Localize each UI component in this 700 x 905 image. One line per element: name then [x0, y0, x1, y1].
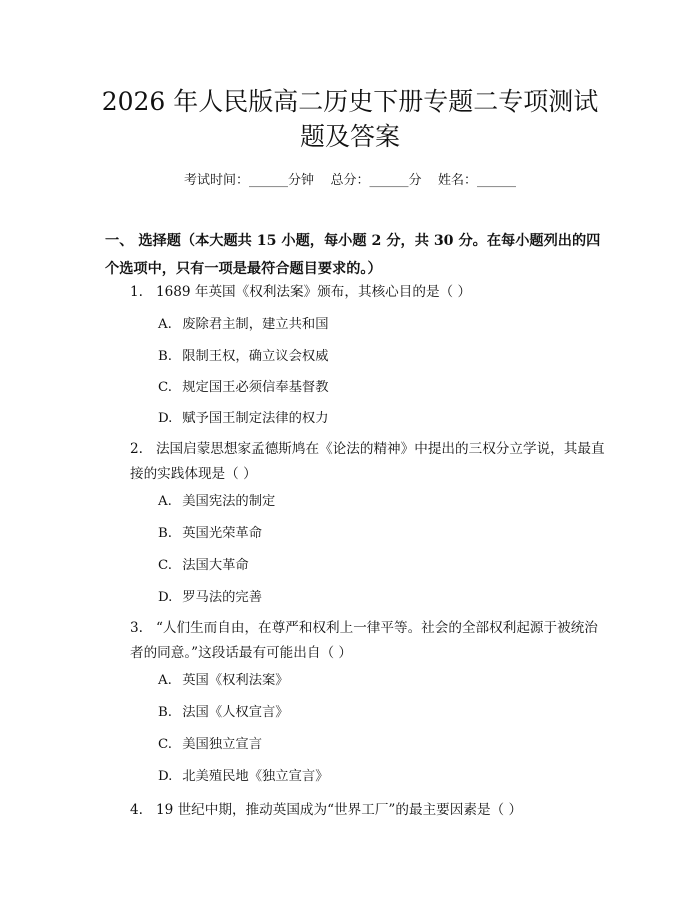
question-number: 3. [130, 620, 143, 636]
question-4 [105, 798, 605, 823]
question-text: 1689 年英国《权利法案》颁布，其核心目的是（ ） [155, 284, 472, 300]
exam-info-line: 考试时间：______分钟 总分：______分 姓名：______ [183, 173, 517, 188]
option-3c: C. 美国独立宣言 [158, 737, 263, 752]
question-1 [105, 280, 605, 305]
question-number: 2. [130, 441, 143, 457]
document-title-line2: 题及答案 [299, 122, 400, 151]
document-title-line1: 2026 年人民版高二历史下册专题二专项测试 [101, 87, 599, 116]
option-2b: B. 英国光荣革命 [158, 526, 263, 541]
question-3 [105, 616, 605, 666]
option-1a: A. 废除君主制，建立共和国 [158, 317, 329, 332]
question-text: “人们生而自由，在尊严和权利上一律平等。社会的全部权利起源于被统治者的同意。”这段话最有可能出自（ ） [130, 620, 598, 661]
question-2 [105, 437, 605, 487]
question-text: 19 世纪中期，推动英国成为“世界工厂”的最主要因素是（ ） [155, 802, 523, 818]
option-2c: C. 法国大革命 [158, 558, 249, 573]
question-number: 1. [130, 284, 143, 300]
question-text: 法国启蒙思想家孟德斯鸠在《论法的精神》中提出的三权分立学说，其最直接的实践体现是（ ） [130, 441, 605, 482]
question-number: 4. [130, 802, 143, 818]
option-1b: B. 限制王权，确立议会权威 [158, 349, 329, 364]
option-1d: D. 赋予国王制定法律的权力 [158, 411, 329, 426]
option-3d: D. 北美殖民地《独立宣言》 [158, 769, 329, 784]
option-2d: D. 罗马法的完善 [158, 590, 263, 605]
option-2a: A. 美国宪法的制定 [158, 494, 276, 509]
option-1c: C. 规定国王必须信奉基督教 [158, 380, 329, 395]
option-3b: B. 法国《人权宣言》 [158, 705, 289, 720]
section-heading: 一、 选择题（本大题共 15 小题，每小题 2 分，共 30 分。在每小题列出的四个选项中，只有一项是最符合题目要求的。） [105, 233, 601, 277]
option-3a: A. 英国《权利法案》 [158, 673, 289, 688]
